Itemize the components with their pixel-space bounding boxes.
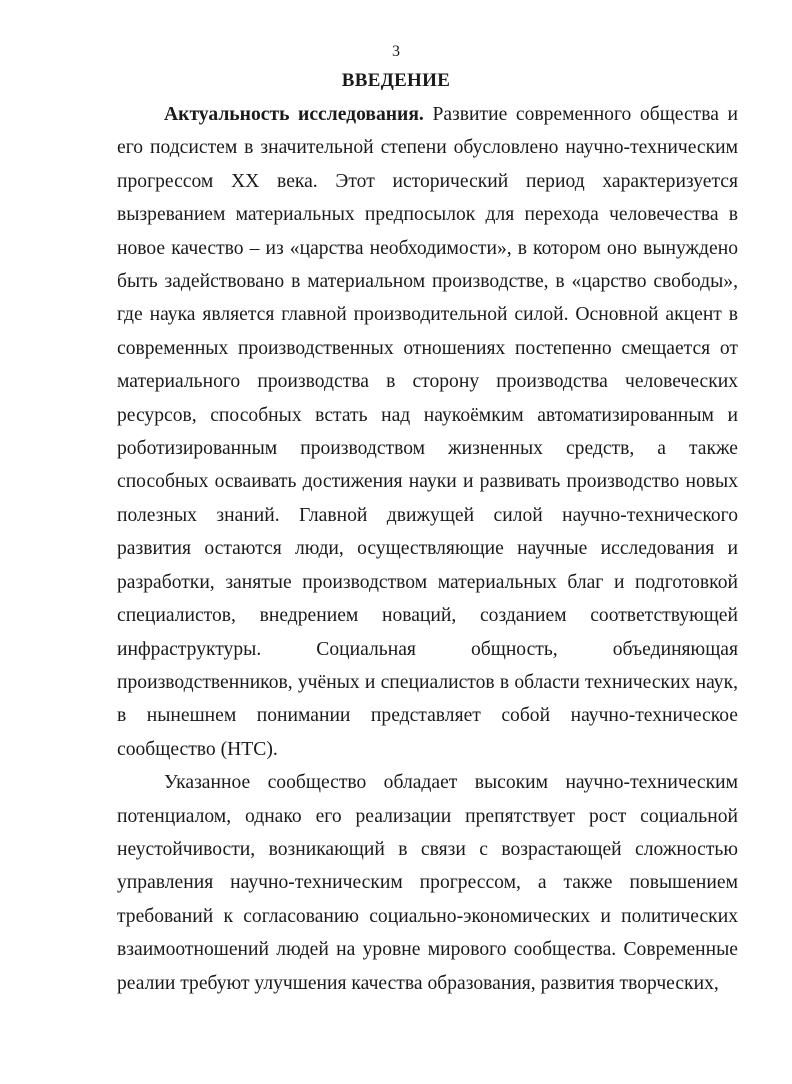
page-number: 3 <box>392 43 400 60</box>
paragraph-relevance <box>117 98 738 766</box>
section-heading: ВВЕДЕНИЕ <box>341 70 451 91</box>
paragraph-text: Развитие современного общества и его подсистем в значительной степени обусловлено научно-техническим прогрессом XX века. Этот исторический период характеризуется вызреванием материальных предпосылок для перехода человечества в новое качество – из «царства необходимости», в котором оно вынуждено быть задействовано в материальном производстве, в «царство свободы», где наука является главной производительной силой. Основной акцент в современных производственных отношениях постепенно смещается от материального производства в сторону производства человеческих ресурсов, способных встать над наукоёмким автоматизированным и роботизированным производством жизненных средств, а также способных осваивать достижения науки и развивать производство новых полезных знаний. Главной движущей силой научно-технического развития остаются люди, осуществляющие научные исследования и разработки, занятые производством материальных благ и подготовкой специалистов, внедрением новаций, созданием соответствующей инфраструктуры. Социальная общность, объединяющая производственников, учёных и специалистов в области технических наук, в нынешнем понимании представляет собой научно-техническое сообщество (НТС). <box>117 104 738 760</box>
body-text <box>117 98 738 1000</box>
paragraph-community <box>117 766 738 1000</box>
paragraph-lead: Актуальность исследования. <box>164 104 424 125</box>
paragraph-text: Указанное сообщество обладает высоким научно-техническим потенциалом, однако его реализации препятствует рост социальной неустойчивости, возникающий в связи с возрастающей сложностью управления научно-техническим прогрессом, а также повышением требований к согласованию социально-экономических и политических взаимоотношений людей на уровне мирового сообщества. Современные реалии требуют улучшения качества образования, развития творческих, <box>117 772 738 994</box>
